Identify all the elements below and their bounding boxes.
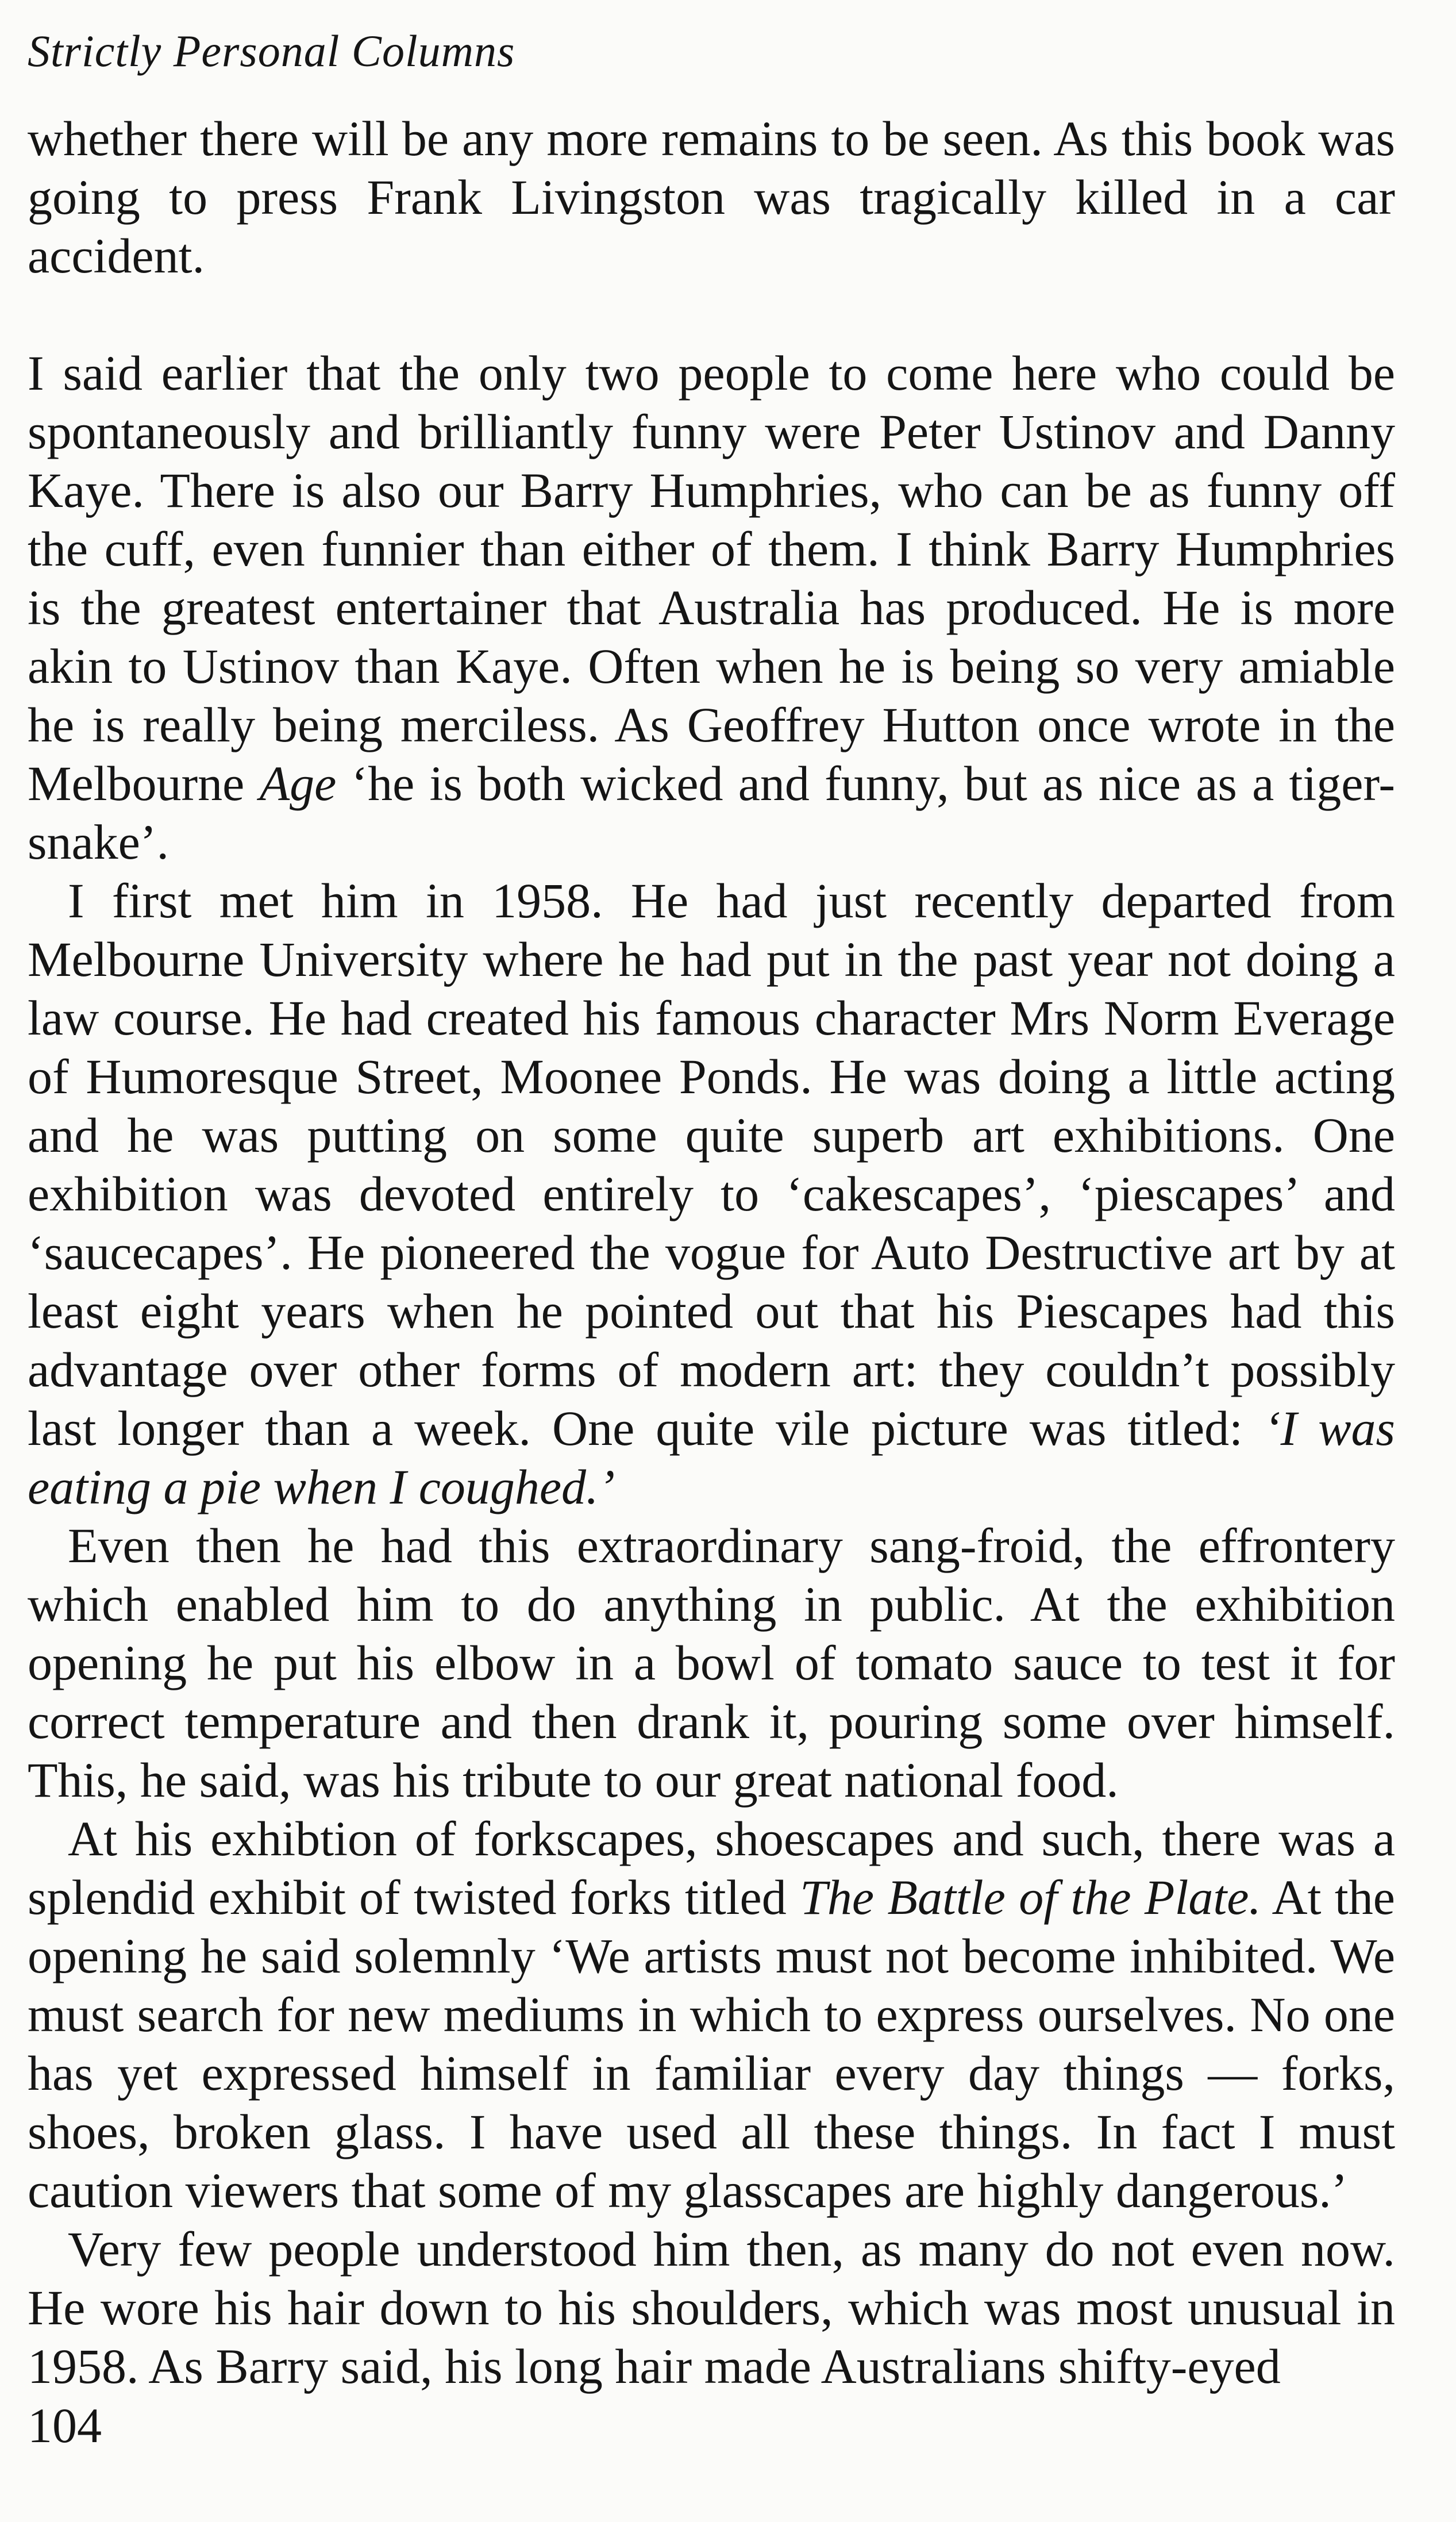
paragraph-4 [28,1516,1395,1809]
paragraph-6 [28,2220,1395,2396]
paragraph-1 [28,109,1395,285]
paragraph-5-italic: The Battle of the Plate. [800,1870,1261,1925]
paragraph-4-text: Even then he had this extraordinary sang-froid, the effrontery which enabled him to do anything in public. At the exhibition opening he put his elbow in a bowl of tomato sauce to test it for correct temperature and then drank it, pouring some over himself. This, he said, was his tribute to our great national food. [28,1518,1395,1808]
body-text [28,109,1395,2396]
paragraph-1-text: whether there will be any more remains to be seen. As this book was going to press Frank Livingston was tragically killed in a car accident. [28,111,1395,283]
paragraph-3-italic: ‘I was eating a pie when I coughed.’ [28,1401,1395,1514]
paragraph-2-italic: Age [259,756,337,811]
paragraph-6-text: Very few people understood him then, as many do not even now. He wore his hair down to his shoulders, which was most unusual in 1958. As Barry said, his long hair made Australians shifty-eyed [28,2221,1395,2394]
paragraph-3 [28,871,1395,1516]
paragraph-2-after: ‘he is both wicked and funny, but as nice as a tiger-snake’. [28,756,1395,870]
paragraph-2 [28,344,1395,871]
page-number: 104 [28,2398,102,2453]
paragraph-5-after: At the opening he said solemnly ‘We artists must not become inhibited. We must search for new mediums in which to express ourselves. No one has yet expressed himself in familiar every day things — forks, shoes, broken glass. I have used all these things. In fact I must caution viewers that some of my glasscapes are highly dangerous.’ [28,1870,1395,2218]
paragraph-3-text: I first met him in 1958. He had just recently departed from Melbourne University where he had put in the past year not doing a law course. He had created his famous character Mrs Norm Everage of Humoresque Street, Moonee Ponds. He was doing a little acting and he was putting on some quite superb art exhibitions. One exhibition was devoted entirely to ‘cakescapes’, ‘piescapes’ and ‘saucecapes’. He pioneered the vogue for Auto Destructive art by at least eight years when he pointed out that his Piescapes had this advantage over other forms of modern art: they couldn’t possibly last longer than a week. One quite vile picture was titled: [28,873,1395,1456]
paragraph-5-text: At his exhibtion of forkscapes, shoescapes and such, there was a splendid exhibit of twisted forks titled [28,1811,1395,1925]
paragraph-5 [28,1809,1395,2220]
running-head: Strictly Personal Columns [28,26,515,76]
paragraph-2-text: I said earlier that the only two people to come here who could be spontaneously and brilliantly funny were Peter Ustinov and Danny Kaye. There is also our Barry Humphries, who can be as funny off the cuff, even funnier than either of them. I think Barry Humphries is the greatest entertainer that Australia has produced. He is more akin to Ustinov than Kaye. Often when he is being so very amiable he is really being merciless. As Geoffrey Hutton once wrote in the Melbourne [28,345,1395,811]
